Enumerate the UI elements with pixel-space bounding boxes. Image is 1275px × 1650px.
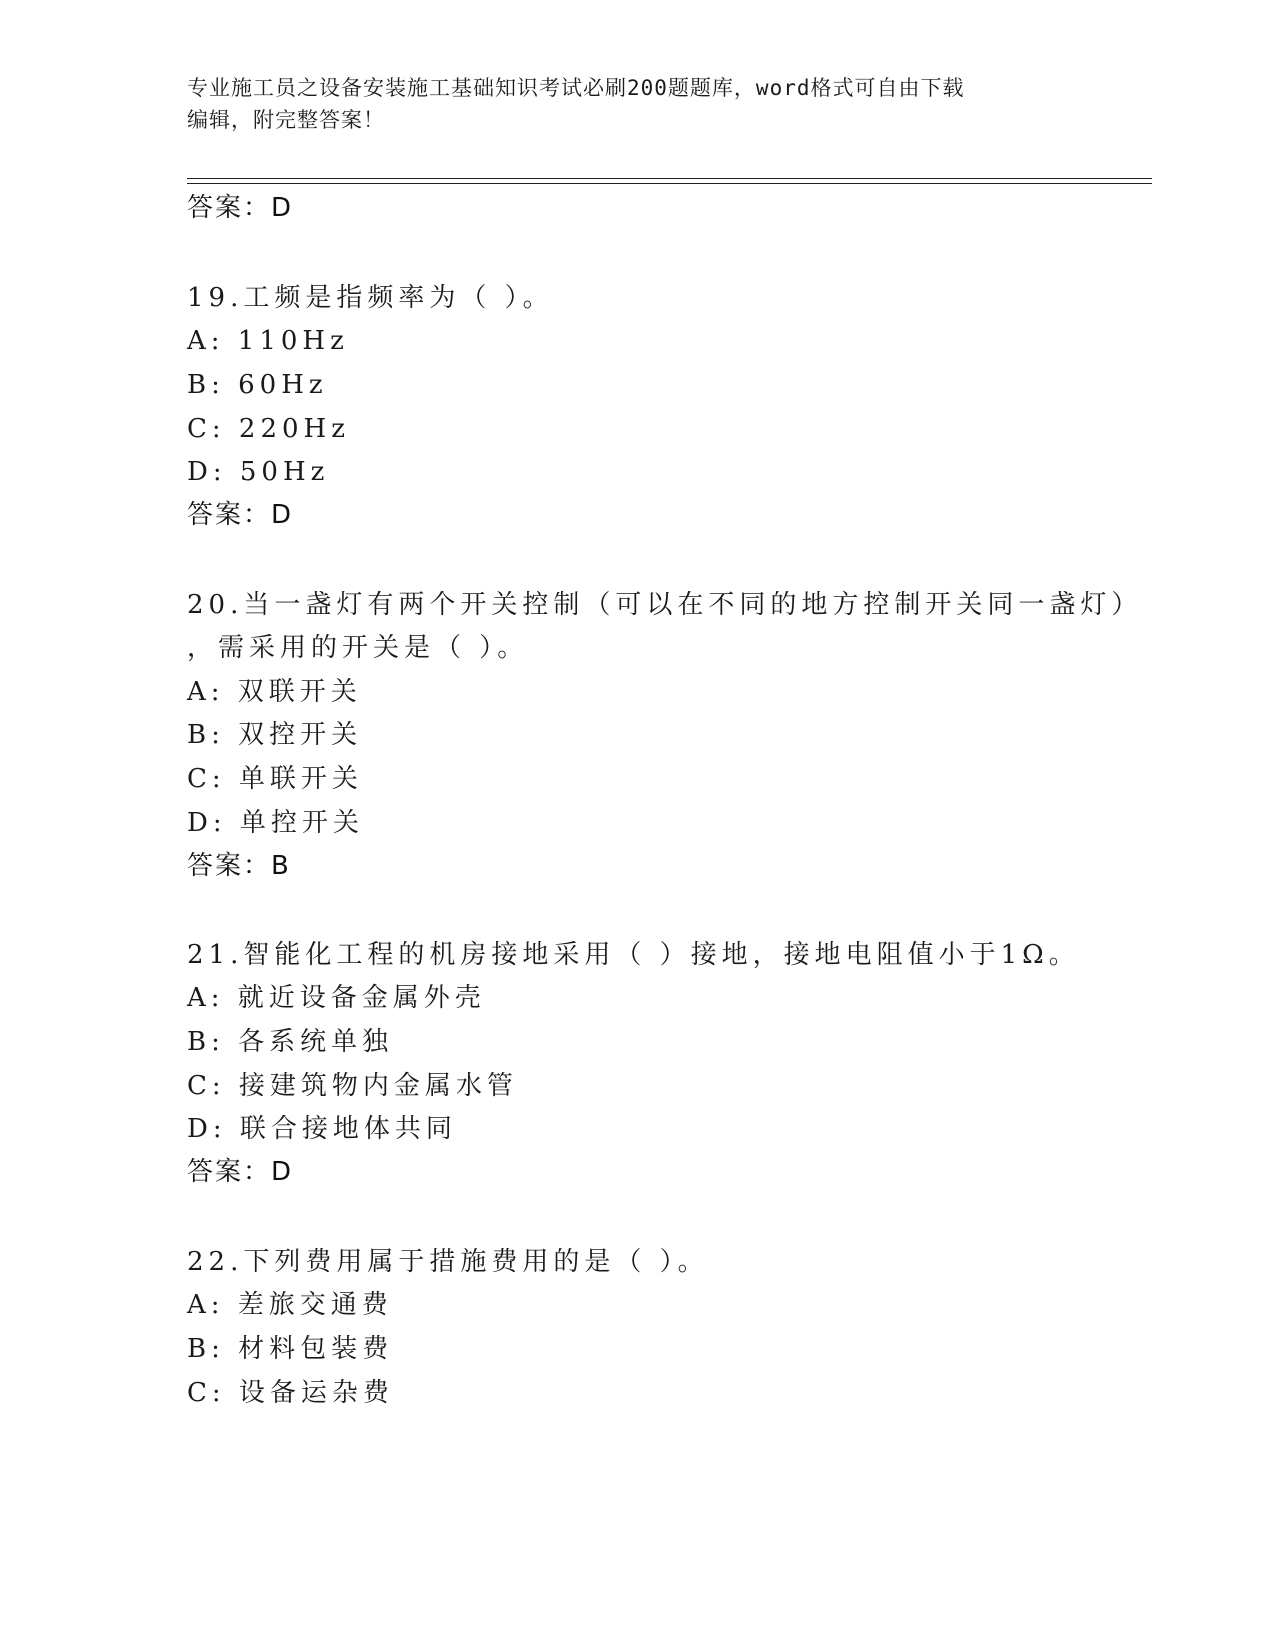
question-22-option-b: B: 材料包装费 bbox=[187, 1334, 394, 1364]
question-21-option-d: D: 联合接地体共同 bbox=[187, 1114, 457, 1144]
question-19-answer: 答案：D bbox=[187, 500, 294, 530]
header-title-line-2: 编辑，附完整答案！ bbox=[187, 108, 385, 132]
question-21-stem: 21.智能化工程的机房接地采用（ ）接地，接地电阻值小于1Ω。 bbox=[187, 940, 1080, 970]
question-19-option-d: D: 50Hz bbox=[187, 457, 330, 487]
question-22-option-c: C: 设备运杂费 bbox=[187, 1378, 394, 1408]
question-22-stem: 22.下列费用属于措施费用的是（ ）。 bbox=[187, 1247, 709, 1277]
question-21-option-a: A: 就近设备金属外壳 bbox=[187, 983, 486, 1013]
question-20-stem: 20.当一盏灯有两个开关控制（可以在不同的地方控制开关同一盏灯） bbox=[187, 590, 1143, 620]
question-20-option-d: D: 单控开关 bbox=[187, 808, 364, 838]
document-header bbox=[187, 72, 1087, 136]
header-divider-top bbox=[187, 178, 1152, 179]
header-title-line-1: 专业施工员之设备安装施工基础知识考试必刷200题题库，word格式可自由下载 bbox=[187, 76, 965, 100]
header-divider-bottom bbox=[187, 183, 1152, 184]
question-19-option-a: A: 110Hz bbox=[187, 326, 349, 356]
question-20-answer: 答案：B bbox=[187, 851, 291, 881]
question-20-option-c: C: 单联开关 bbox=[187, 764, 363, 794]
question-21-answer: 答案：D bbox=[187, 1157, 294, 1187]
question-21-option-c: C: 接建筑物内金属水管 bbox=[187, 1071, 518, 1101]
question-21-option-b: B: 各系统单独 bbox=[187, 1027, 394, 1057]
question-20-stem-continued: ，需采用的开关是（ ）。 bbox=[187, 633, 529, 663]
previous-answer: 答案：D bbox=[187, 193, 294, 223]
question-20-option-a: A: 双联开关 bbox=[187, 677, 362, 707]
question-19-option-b: B: 60Hz bbox=[187, 370, 328, 400]
question-20-option-b: B: 双控开关 bbox=[187, 720, 363, 750]
question-19-stem: 19.工频是指频率为（ ）。 bbox=[187, 283, 554, 313]
question-22-option-a: A: 差旅交通费 bbox=[187, 1290, 393, 1320]
question-19-option-c: C: 220Hz bbox=[187, 414, 350, 444]
